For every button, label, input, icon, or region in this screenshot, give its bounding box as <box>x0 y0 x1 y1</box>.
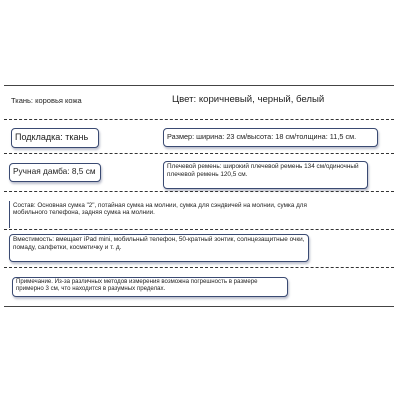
fabric-label: Ткань: коровья кожа <box>11 96 82 105</box>
handle-box: Ручная дамба: 8,5 см <box>9 163 101 182</box>
color-label: Цвет: коричневый, черный, белый <box>172 94 325 105</box>
divider-2 <box>4 153 394 154</box>
shoulder-strap-box: Плечевой ремень: широкий плечевой ремень 134 см/одиночный плечевой ремень 120,5 см. <box>163 161 368 189</box>
note-box: Примечание. Из-за различных методов измерения возможна погрешность в размере примерно 3 см, что находится в разумных пределах. <box>12 277 288 297</box>
lining-box: Подкладка: ткань <box>11 128 99 148</box>
divider-1 <box>4 119 394 120</box>
divider-5 <box>4 267 394 268</box>
bottom-rule <box>4 306 394 307</box>
divider-4 <box>4 229 394 230</box>
composition-box: Состав: Основная сумка "2", потайная сумка на молнии, сумка для сэндвичей на молнии, сумка для мобильного телефона, задняя сумка на молнии. <box>9 201 312 228</box>
size-box: Размер: ширина: 23 см/высота: 18 см/толщина: 11,5 см. <box>163 128 378 147</box>
capacity-box: Вместимость: вмещает iPad mini, мобильный телефон, 50-кратный зонтик, солнцезащитные очки, помаду, салфетки, косметичку и т. д. <box>9 234 309 262</box>
top-rule <box>4 85 394 86</box>
divider-3 <box>4 191 394 192</box>
